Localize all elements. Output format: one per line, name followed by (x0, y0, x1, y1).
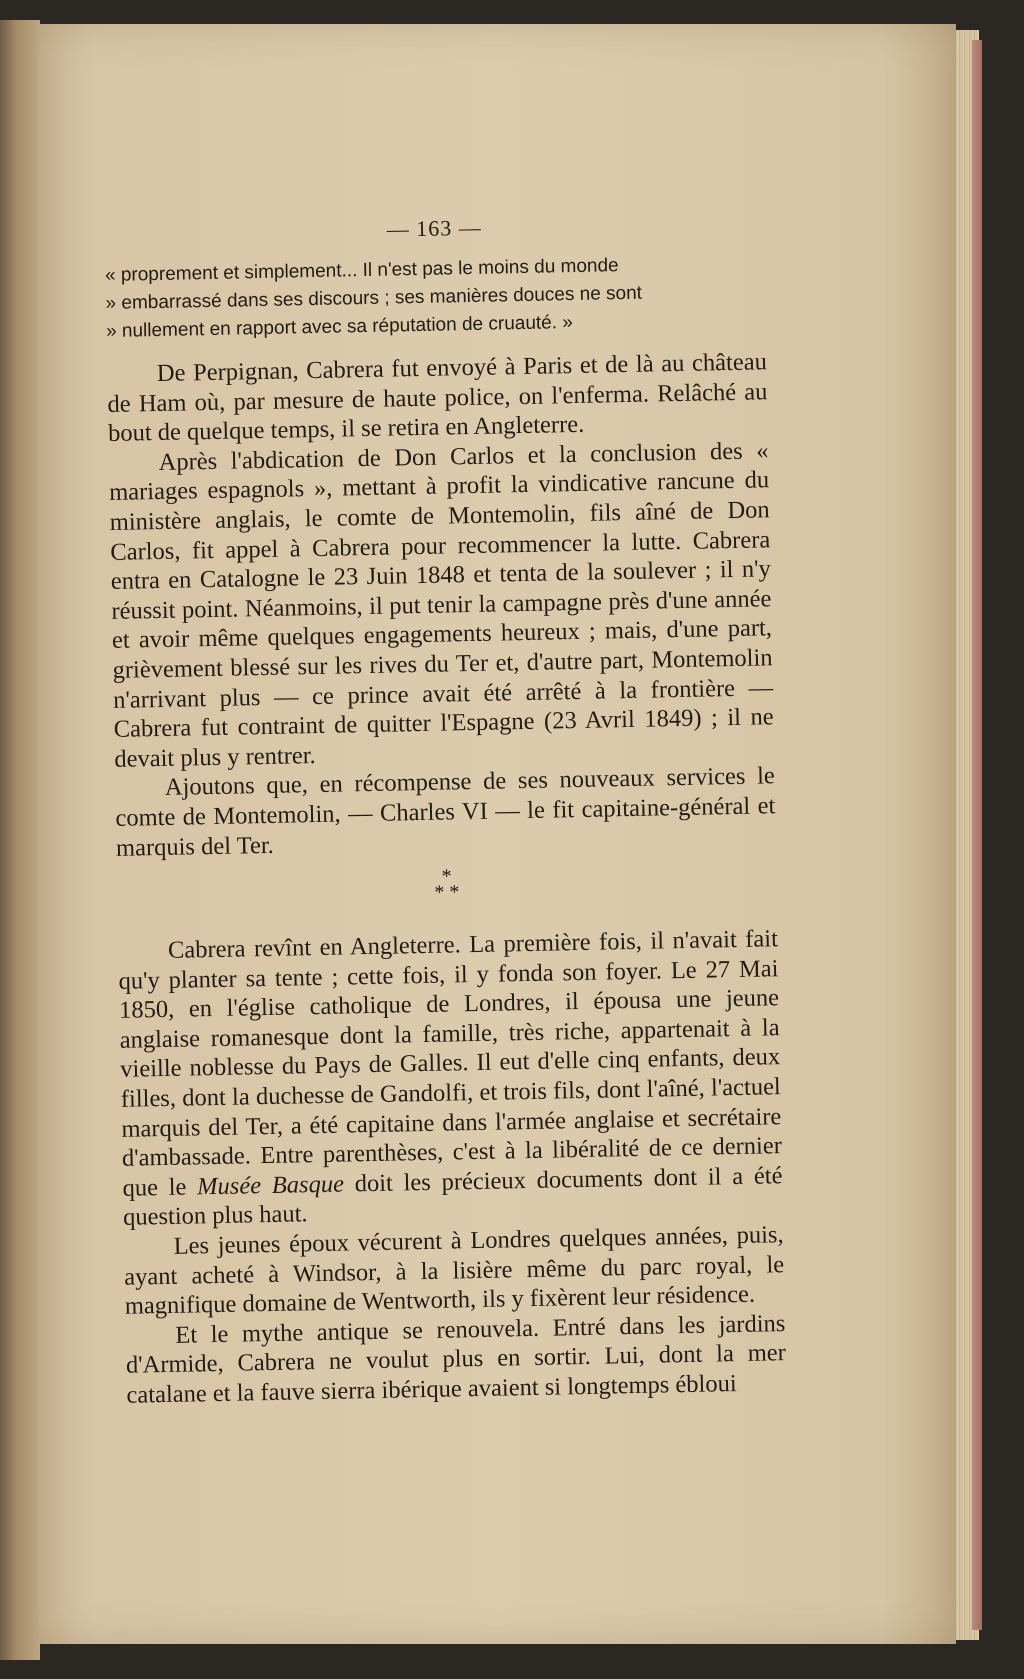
paragraph: De Perpignan, Cabrera fut envoyé à Paris et de là au château de Ham où, par mesure de haute police, on l'enferma. Relâché au bout de quelque temps, il se retira en Angleterre. (107, 348, 768, 448)
section-separator (117, 862, 777, 907)
paragraph-text: doit les précieux documents dont il a été question plus haut. (122, 1161, 783, 1232)
quote-line: « proprement et simplement... Il n'est pas le moins du monde (104, 255, 619, 286)
page-number: — 163 — (386, 214, 482, 242)
quote-block (105, 249, 766, 346)
paragraph: Après l'abdication de Don Carlos et la conclusion des « mariages espagnols », mettant à profit la vindicative rancune du ministère anglais, le comte de Montemolin, fils aîné de Don Carlos, fit appel à Cabrera pour recommencer la lutte. Cabrera entra en Catalogne le 23 Juin 1848 et tenta de la soulever ; il n'y réussit point. Néanmoins, il put tenir la campagne près d'une année et avoir même quelques engagements heureux ; mais, d'une part, grièvement blessé sur les rives du Ter et, d'autre part, Montemolin n'arrivant plus — ce prince avait été arrêté à la frontière — Cabrera fut contraint de quitter l'Espagne (23 Avril 1849) ; il ne devait plus y rentrer. (108, 437, 774, 773)
separator-star: * (441, 865, 452, 888)
left-page-edge (0, 20, 40, 1660)
paragraph: Et le mythe antique se renouvela. Entré dans les jardins d'Armide, Cabrera ne voulut plus en sortir. Lui, dont la mer catalane et la fauve sierra ibérique avaient si longtemps ébloui (125, 1309, 787, 1409)
page-text (104, 209, 787, 1410)
book-cover-edge (972, 40, 982, 1630)
paragraph (118, 924, 784, 1233)
quote-line: » nullement en rapport avec sa réputation de cruauté. » (105, 312, 574, 342)
paragraph-text: Cabrera revînt en Angleterre. La première fois, il n'avait fait qu'y planter sa tente ; cette fois, il y fonda son foyer. Le 27 Mai 1850, en l'église catholique de Londres, il épousa une jeune anglaise romanesque dont la famille, très riche, appartenait à la vieille noblesse du Pays de Galles. Il eut d'elle cinq enfants, deux filles, dont la duchesse de Gandolfi, et trois fils, dont l'aîné, l'actuel marquis del Ter, a été capitaine dans l'armée anglaise et secrétaire d'ambassade. Entre parenthèses, c'est à la libéralité de ce dernier que le (118, 925, 783, 1202)
quote-line: » embarrassé dans ses discours ; ses manières douces ne sont (105, 282, 643, 314)
paragraph: Ajoutons que, en récompense de ses nouveaux services le comte de Montemolin, — Charles VI — le fit capitaine-général et marquis del Ter. (115, 762, 776, 862)
paragraph: Les jeunes époux vécurent à Londres quelques années, puis, ayant acheté à Windsor, à la lisière même du parc royal, le magnifique domaine de Wentworth, ils y fixèrent leur résidence. (123, 1221, 785, 1321)
separator-stars: * * (434, 881, 460, 904)
italic-title: Musée Basque (196, 1170, 345, 1201)
